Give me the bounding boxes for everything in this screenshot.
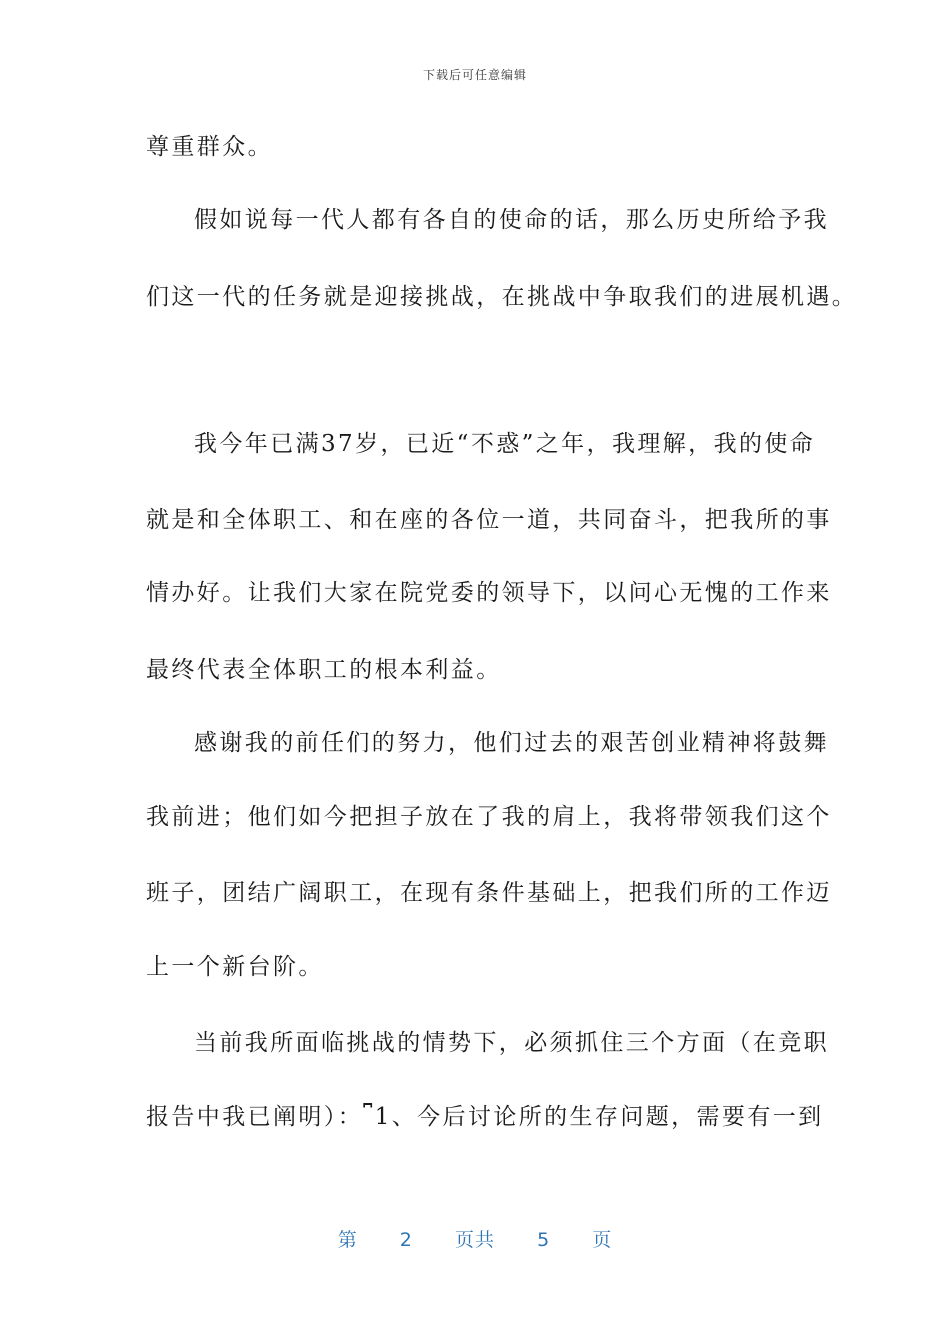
page-suffix: 页 [592,1229,613,1251]
paragraph-line: 当前我所面临挑战的情势下，必须抓住三个方面（在竞职 [194,1030,829,1056]
paragraph-line: 尊重群众。 [146,134,273,160]
paragraph-line: 我今年已满37岁，已近“不惑”之年，我理解，我的使命 [194,431,816,457]
page-header: 下载后可任意编辑 [422,68,527,82]
paragraph-line: 最终代表全体职工的根本利益。 [146,657,502,683]
paragraph-line: 假如说每一代人都有各自的使命的话，那么历史所给予我 [194,207,829,233]
page-mid: 页共 [454,1229,495,1251]
paragraph-line: 班子，团结广阔职工，在现有条件基础上，把我们所的工作迈 [146,880,832,906]
page-footer [0,1225,950,1252]
paragraph-line: 情办好。让我们大家在院党委的领导下，以问心无愧的工作来 [146,580,832,606]
page-prefix: 第 [337,1229,358,1251]
page-number: 2 [399,1229,413,1251]
paragraph-line: 上一个新台阶。 [146,954,324,980]
paragraph-line: 我前进；他们如今把担子放在了我的肩上，我将带领我们这个 [146,804,832,830]
paragraph-line: 们这一代的任务就是迎接挑战，在挑战中争取我们的进展机遇。 [146,284,858,310]
paragraph-line: 报告中我已阐明）：⎴1、今后讨论所的生存问题，需要有一到 [146,1104,824,1130]
paragraph-line: 感谢我的前任们的努力，他们过去的艰苦创业精神将鼓舞 [194,730,829,756]
paragraph-line: 就是和全体职工、和在座的各位一道，共同奋斗，把我所的事 [146,507,832,533]
total-pages: 5 [537,1229,551,1251]
